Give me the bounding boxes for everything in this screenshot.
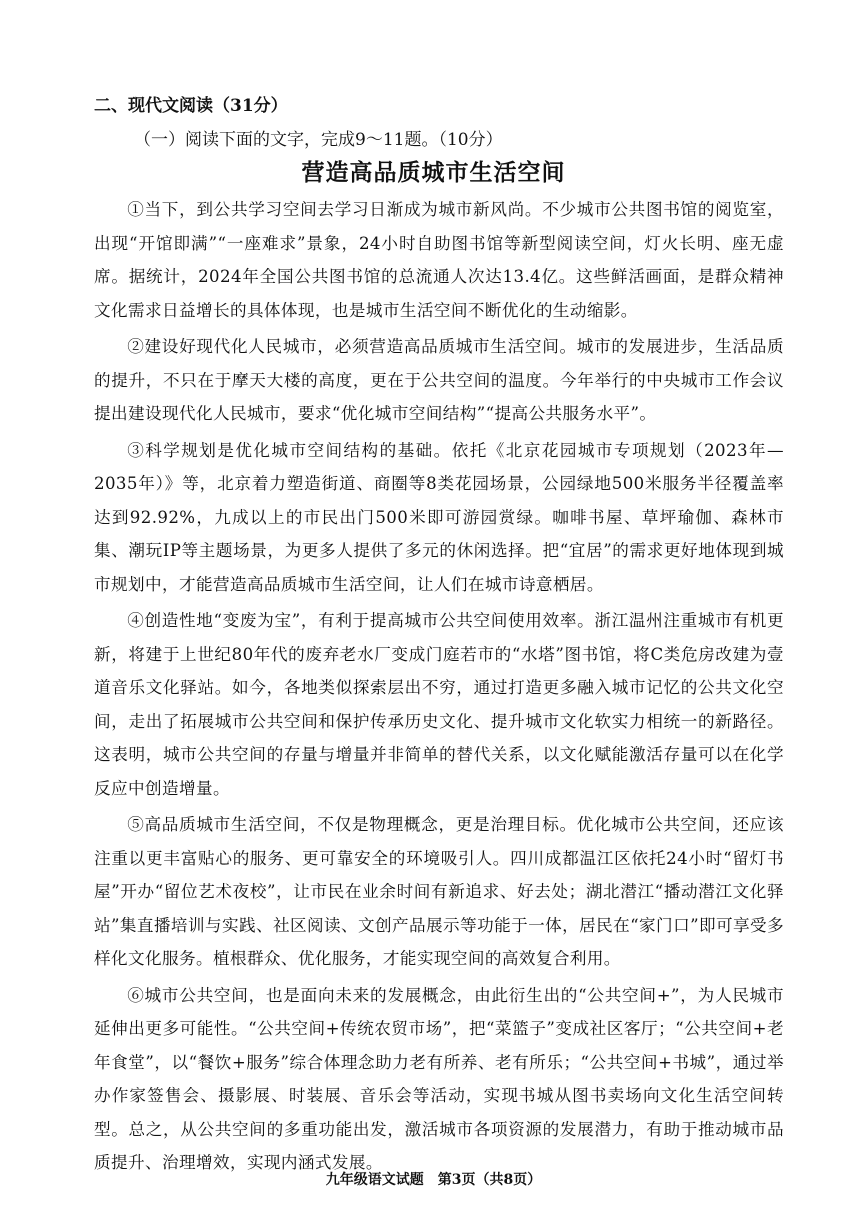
paragraph-5: ⑤高品质城市生活空间，不仅是物理概念，更是治理目标。优化城市公共空间，还应该注重以更丰富贴心的服务、更可靠安全的环境吸引人。四川成都温江区依托24小时“留灯书屋”开办“留位艺术夜校”，让市民在业余时间有新追求、好去处；湖北潜江“播动潜江文化驿站”集直播培训与实践、社区阅读、文创产品展示等功能于一体，居民在“家门口”即可享受多样化文化服务。植根群众、优化服务，才能实现空间的高效复合利用。 <box>94 815 784 968</box>
paragraph-3: ③科学规划是优化城市空间结构的基础。依托《北京花园城市专项规划（2023年—2035年）》等，北京着力塑造街道、商圈等8类花园场景，公园绿地500米服务半径覆盖率达到92.92%，九成以上的市民出门500米即可游园赏绿。咖啡书屋、草坪瑜伽、森林市集、潮玩IP等主题场景，为更多人提供了多元的休闲选择。把“宜居”的需求更好地体现到城市规划中，才能营造高品质城市生活空间，让人们在城市诗意栖居。 <box>94 440 784 594</box>
paragraph-2: ②建设好现代化人民城市，必须营造高品质城市生活空间。城市的发展进步，生活品质的提升，不只在于摩天大楼的高度，更在于公共空间的温度。今年举行的中央城市工作会议提出建设现代化人民城市，要求“优化城市空间结构”“提高公共服务水平”。 <box>94 337 784 423</box>
article-body <box>94 193 784 1183</box>
paragraph-6: ⑥城市公共空间，也是面向未来的发展概念，由此衍生出的“公共空间+”，为人民城市延伸出更多可能性。“公共空间+传统农贸市场”，把“菜篮子”变成社区客厅；“公共空间+老年食堂”，以“餐饮+服务”综合体理念助力老有所养、老有所乐；“公共空间+书城”，通过举办作家签售会、摄影展、时装展、音乐会等活动，实现书城从图书卖场向文化生活空间转型。总之，从公共空间的多重功能出发，激活城市各项资源的发展潜力，有助于推动城市品质提升、治理增效，实现内涵式发展。 <box>94 985 784 1172</box>
section-heading: 二、现代文阅读（31分） <box>94 96 288 116</box>
question-instruction: （一）阅读下面的文字，完成9～11题。（10分） <box>134 130 503 150</box>
paragraph-4: ④创造性地“变废为宝”，有利于提高城市公共空间使用效率。浙江温州注重城市有机更新，将建于上世纪80年代的废弃老水厂变成门庭若市的“水塔”图书馆，将C类危房改建为壹道音乐文化驿站。如今，各地类似探索层出不穷，通过打造更多融入城市记忆的公共文化空间，走出了拓展城市公共空间和保护传承历史文化、提升城市文化软实力相统一的新路径。这表明，城市公共空间的存量与增量并非简单的替代关系，以文化赋能激活存量可以在化学反应中创造增量。 <box>94 611 784 798</box>
article-title: 营造高品质城市生活空间 <box>301 159 566 186</box>
paragraph-1: ①当下，到公共学习空间去学习日渐成为城市新风尚。不少城市公共图书馆的阅览室，出现“开馆即满”“一座难求”景象，24小时自助图书馆等新型阅读空间，灯火长明、座无虚席。据统计，2024年全国公共图书馆的总流通人次达13.4亿。这些鲜活画面，是群众精神文化需求日益增长的具体体现，也是城市生活空间不断优化的生动缩影。 <box>94 200 784 320</box>
page-footer: 九年级语文试题 第3页（共8页） <box>325 1172 542 1188</box>
